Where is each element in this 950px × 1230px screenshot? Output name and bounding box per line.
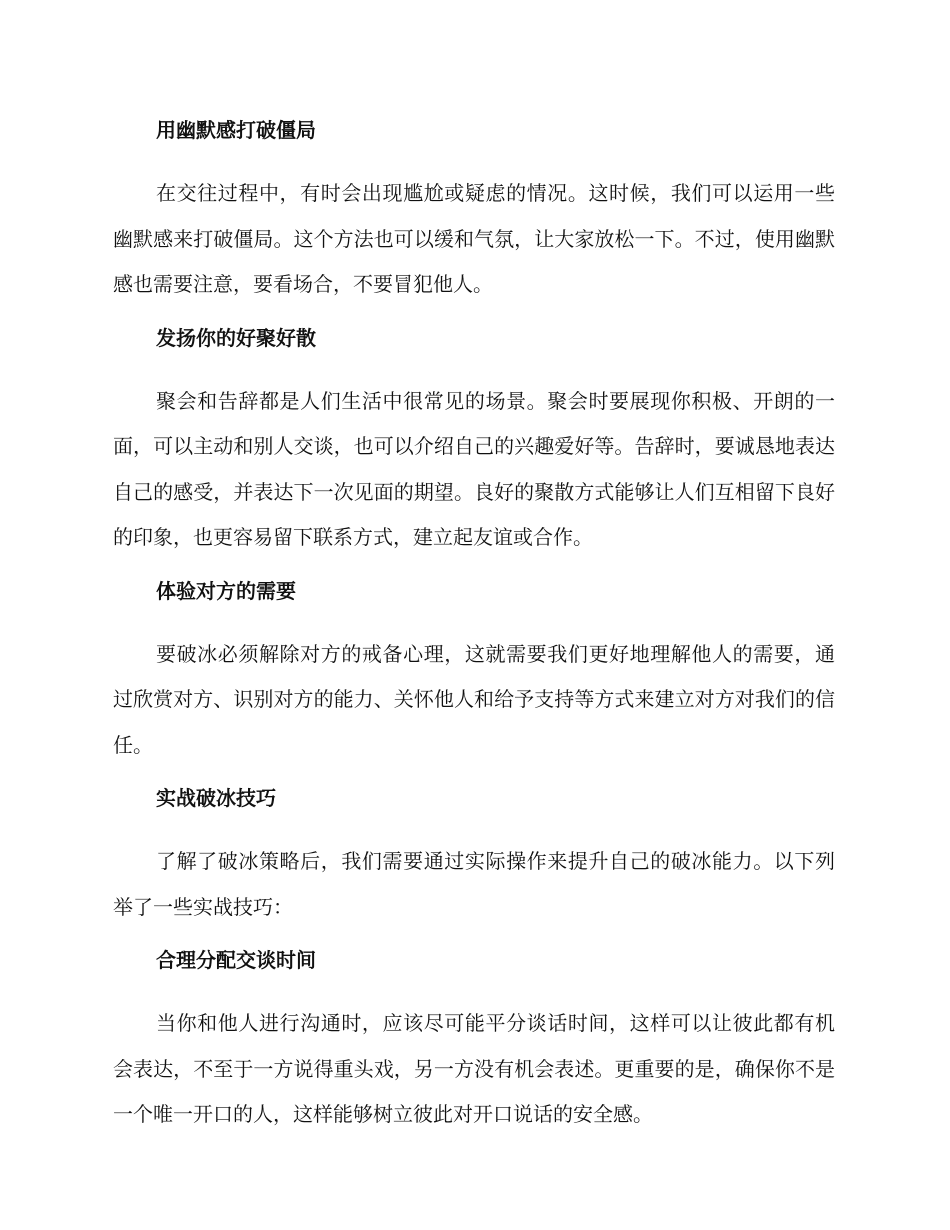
section-heading-practical-skills: 实战破冰技巧 xyxy=(156,786,276,810)
section-body-needs: 要破冰必须解除对方的戒备心理，这就需要我们更好地理解他人的需要，通过欣赏对方、识别对方的能力、关怀他人和给予支持等方式来建立对方对我们的信任。 xyxy=(113,641,835,757)
section-body-gathering: 聚会和告辞都是人们生活中很常见的场景。聚会时要展现你积极、开朗的一面，可以主动和别人交谈，也可以介绍自己的兴趣爱好等。告辞时，要诚恳地表达自己的感受，并表达下一次见面的期望。良好的聚散方式能够让人们互相留下良好的印象，也更容易留下联系方式，建立起友谊或合作。 xyxy=(113,388,835,549)
section-heading-needs: 体验对方的需要 xyxy=(156,578,296,603)
section-body-humor: 在交往过程中，有时会出现尴尬或疑虑的情况。这时候，我们可以运用一些幽默感来打破僵局。这个方法也可以缓和气氛，让大家放松一下。不过，使用幽默感也需要注意，要看场合，不要冒犯他人。 xyxy=(113,181,835,296)
section-body-conversation-time: 当你和他人进行沟通时，应该尽可能平分谈话时间，这样可以让彼此都有机会表达，不至于一方说得重头戏，另一方没有机会表述。更重要的是，确保你不是一个唯一开口的人，这样能够树立彼此对开口说话的安全感。 xyxy=(113,1011,835,1126)
section-body-practical-skills: 了解了破冰策略后，我们需要通过实际操作来提升自己的破冰能力。以下列举了一些实战技巧： xyxy=(113,849,835,919)
section-heading-humor: 用幽默感打破僵局 xyxy=(156,118,316,142)
section-heading-gathering: 发扬你的好聚好散 xyxy=(156,325,316,350)
section-heading-conversation-time: 合理分配交谈时间 xyxy=(156,948,316,972)
